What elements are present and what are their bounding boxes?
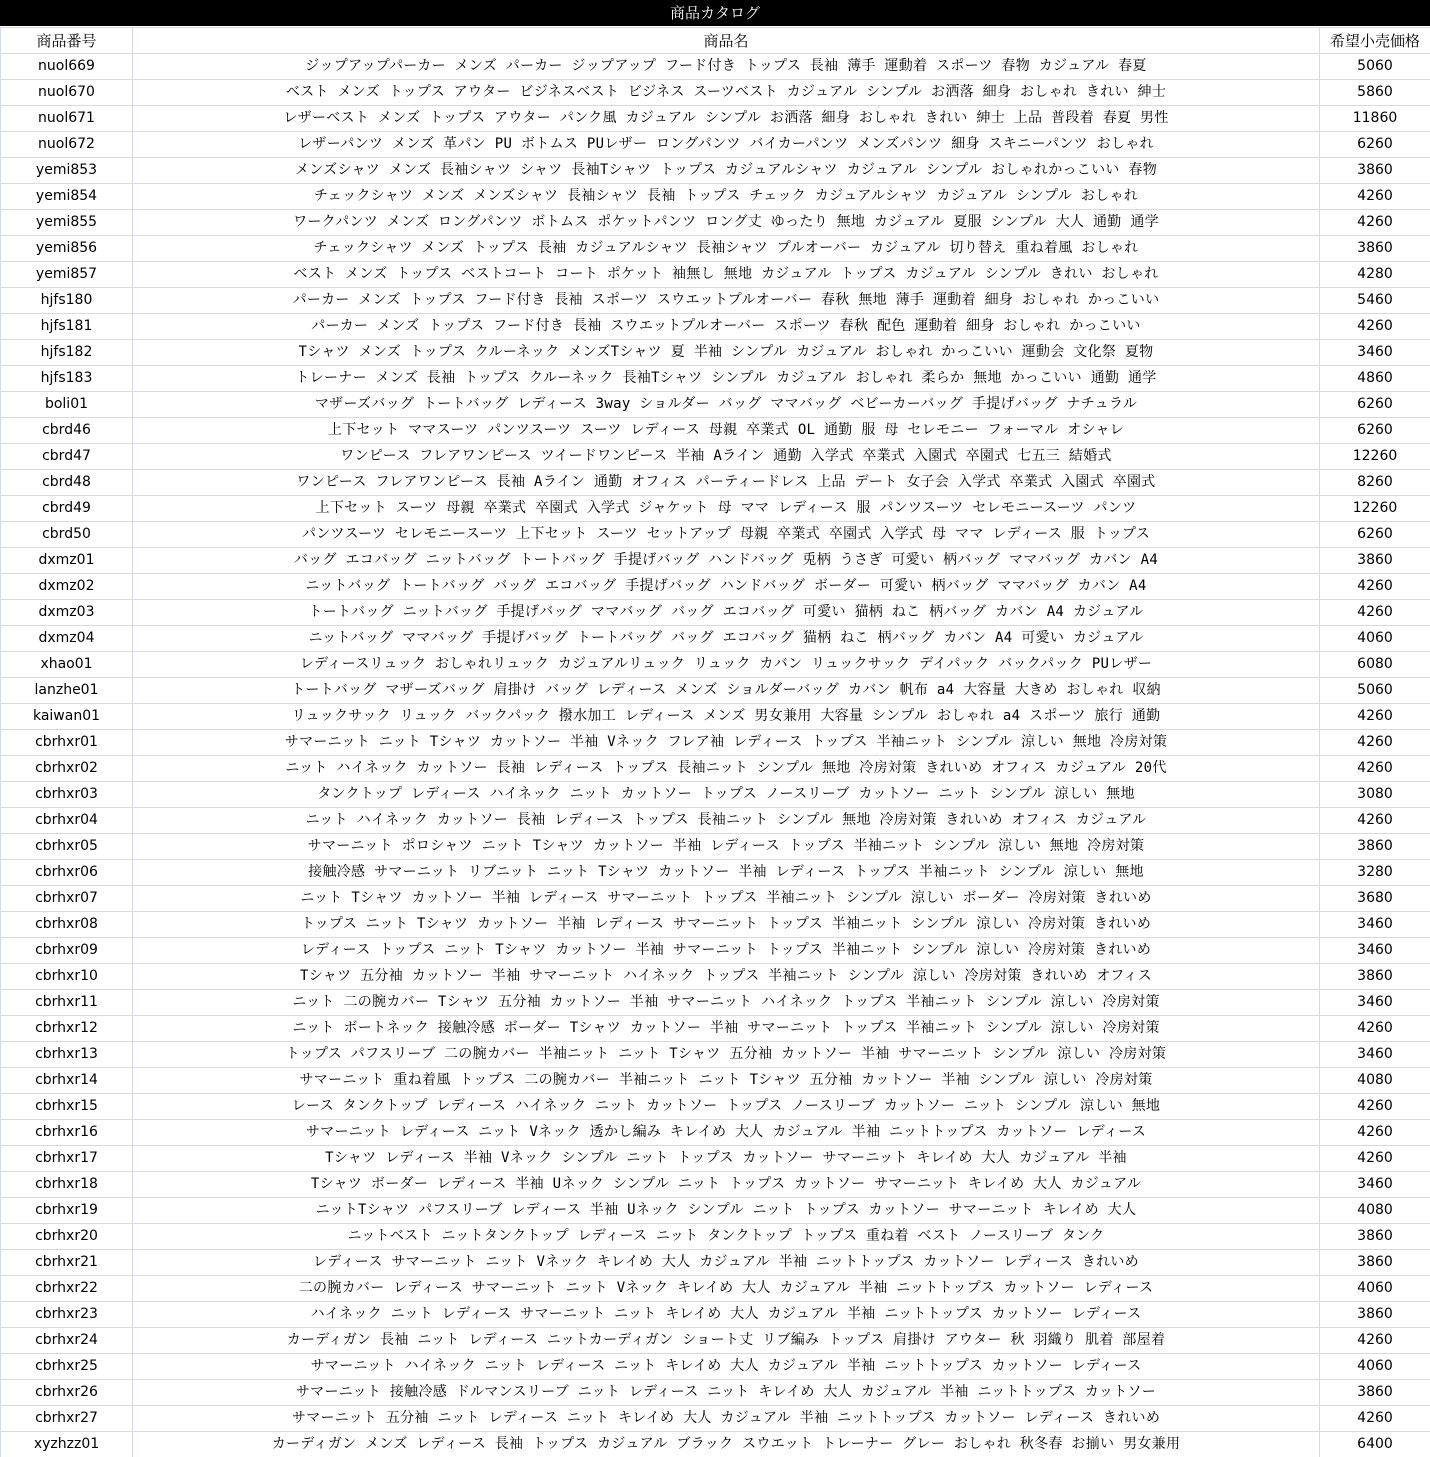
product-name-cell[interactable]: ニット ボートネック 接触冷感 ボーダー Tシャツ カットソー 半袖 サマーニット トップス 半袖ニット シンプル 涼しい 冷房対策	[133, 1016, 1320, 1042]
product-name-cell[interactable]: トレーナー メンズ 長袖 トップス クルーネック 長袖Tシャツ シンプル カジュアル おしゃれ 柔らか 無地 かっこいい 通勤 通学	[133, 366, 1320, 392]
product-name-cell[interactable]: レディースリュック おしゃれリュック カジュアルリュック リュック カバン リュックサック デイパック バックパック PUレザー	[133, 652, 1320, 678]
product-name-cell[interactable]: リュックサック リュック バックパック 撥水加工 レディース メンズ 男女兼用 大容量 シンプル おしゃれ a4 スポーツ 旅行 通勤	[133, 704, 1320, 730]
price-cell[interactable]: 3460	[1320, 912, 1430, 938]
table-row[interactable]	[1, 80, 1430, 106]
product-id-cell[interactable]: cbrhxr23	[1, 1302, 133, 1328]
product-name-cell[interactable]: ベスト メンズ トップス ベストコート コート ポケット 袖無し 無地 カジュアル トップス カジュアル シンプル きれい おしゃれ	[133, 262, 1320, 288]
product-id-cell[interactable]: cbrhxr04	[1, 808, 133, 834]
product-name-cell[interactable]: ニット Tシャツ カットソー 半袖 レディース サマーニット トップス 半袖ニット シンプル 涼しい ボーダー 冷房対策 きれいめ	[133, 886, 1320, 912]
table-row[interactable]	[1, 938, 1430, 964]
table-row[interactable]	[1, 600, 1430, 626]
product-id-cell[interactable]: cbrhxr03	[1, 782, 133, 808]
table-row[interactable]	[1, 964, 1430, 990]
product-name-cell[interactable]: 接触冷感 サマーニット リブニット ニット Tシャツ カットソー 半袖 レディース トップス 半袖ニット シンプル 涼しい 無地	[133, 860, 1320, 886]
product-name-cell[interactable]: ニット ハイネック カットソー 長袖 レディース トップス 長袖ニット シンプル 無地 冷房対策 きれいめ オフィス カジュアル 20代	[133, 756, 1320, 782]
price-cell[interactable]: 3680	[1320, 886, 1430, 912]
product-name-cell[interactable]: パーカー メンズ トップス フード付き 長袖 スポーツ スウエットプルオーバー 春秋 無地 薄手 運動着 細身 おしゃれ かっこいい	[133, 288, 1320, 314]
product-name-cell[interactable]: マザーズバッグ トートバッグ レディース 3way ショルダー バッグ ママバッグ ベビーカーバッグ 手提げバッグ ナチュラル	[133, 392, 1320, 418]
product-id-cell[interactable]: cbrhxr19	[1, 1198, 133, 1224]
product-name-cell[interactable]: トップス パフスリーブ 二の腕カバー 半袖ニット ニット Tシャツ 五分袖 カットソー 半袖 サマーニット シンプル 涼しい 冷房対策	[133, 1042, 1320, 1068]
table-row[interactable]	[1, 886, 1430, 912]
product-id-cell[interactable]: cbrhxr12	[1, 1016, 133, 1042]
price-cell[interactable]: 3460	[1320, 340, 1430, 366]
product-id-cell[interactable]: cbrd48	[1, 470, 133, 496]
product-id-cell[interactable]: cbrhxr17	[1, 1146, 133, 1172]
product-name-cell[interactable]: バッグ エコバッグ ニットバッグ トートバッグ 手提げバッグ ハンドバッグ 兎柄 うさぎ 可愛い 柄バッグ ママバッグ カバン A4	[133, 548, 1320, 574]
product-name-cell[interactable]: レディース サマーニット ニット Vネック キレイめ 大人 カジュアル 半袖 ニットトップス カットソー レディース きれいめ	[133, 1250, 1320, 1276]
price-cell[interactable]: 11860	[1320, 106, 1430, 132]
price-cell[interactable]: 3460	[1320, 990, 1430, 1016]
product-name-cell[interactable]: 上下セット スーツ 母親 卒業式 卒園式 入学式 ジャケット 母 ママ レディース 服 パンツスーツ セレモニースーツ パンツ	[133, 496, 1320, 522]
product-name-cell[interactable]: 二の腕カバー レディース サマーニット ニット Vネック キレイめ 大人 カジュアル 半袖 ニットトップス カットソー レディース	[133, 1276, 1320, 1302]
product-id-cell[interactable]: cbrhxr22	[1, 1276, 133, 1302]
column-header-price[interactable]: 希望小売価格	[1320, 28, 1430, 54]
table-row[interactable]	[1, 730, 1430, 756]
price-cell[interactable]: 6080	[1320, 652, 1430, 678]
table-row[interactable]	[1, 1250, 1430, 1276]
table-row[interactable]	[1, 132, 1430, 158]
product-id-cell[interactable]: xyzhzz01	[1, 1432, 133, 1457]
product-name-cell[interactable]: ワンピース フレアワンピース ツイードワンピース 半袖 Aライン 通勤 入学式 卒業式 入園式 卒園式 七五三 結婚式	[133, 444, 1320, 470]
product-name-cell[interactable]: トートバッグ ニットバッグ 手提げバッグ ママバッグ バッグ エコバッグ 可愛い 猫柄 ねこ 柄バッグ カバン A4 カジュアル	[133, 600, 1320, 626]
product-id-cell[interactable]: cbrhxr15	[1, 1094, 133, 1120]
table-row[interactable]	[1, 1328, 1430, 1354]
product-id-cell[interactable]: yemi854	[1, 184, 133, 210]
product-name-cell[interactable]: サマーニット 五分袖 ニット レディース ニット キレイめ 大人 カジュアル 半袖 ニットトップス カットソー レディース きれいめ	[133, 1406, 1320, 1432]
product-id-cell[interactable]: xhao01	[1, 652, 133, 678]
table-row[interactable]	[1, 782, 1430, 808]
table-row[interactable]	[1, 912, 1430, 938]
product-id-cell[interactable]: dxmz03	[1, 600, 133, 626]
table-row[interactable]	[1, 236, 1430, 262]
price-cell[interactable]: 4260	[1320, 1094, 1430, 1120]
table-row[interactable]	[1, 756, 1430, 782]
table-row[interactable]	[1, 1406, 1430, 1432]
product-name-cell[interactable]: ニット 二の腕カバー Tシャツ 五分袖 カットソー 半袖 サマーニット ハイネック トップス 半袖ニット シンプル 涼しい 冷房対策	[133, 990, 1320, 1016]
table-row[interactable]	[1, 418, 1430, 444]
product-name-cell[interactable]: チェックシャツ メンズ メンズシャツ 長袖シャツ 長袖 トップス チェック カジュアルシャツ カジュアル シンプル おしゃれ	[133, 184, 1320, 210]
column-header-name[interactable]: 商品名	[133, 28, 1320, 54]
table-row[interactable]	[1, 262, 1430, 288]
table-row[interactable]	[1, 1380, 1430, 1406]
price-cell[interactable]: 4260	[1320, 574, 1430, 600]
product-id-cell[interactable]: nuol672	[1, 132, 133, 158]
price-cell[interactable]: 3860	[1320, 548, 1430, 574]
price-cell[interactable]: 3460	[1320, 1042, 1430, 1068]
product-id-cell[interactable]: cbrhxr16	[1, 1120, 133, 1146]
catalog-table	[0, 27, 1430, 1457]
table-row[interactable]	[1, 834, 1430, 860]
product-name-cell[interactable]: ジップアップパーカー メンズ パーカー ジップアップ フード付き トップス 長袖 薄手 運動着 スポーツ 春物 カジュアル 春夏	[133, 54, 1320, 80]
product-id-cell[interactable]: cbrd47	[1, 444, 133, 470]
product-name-cell[interactable]: サマーニット ポロシャツ ニット Tシャツ カットソー 半袖 レディース トップス 半袖ニット シンプル 涼しい 無地 冷房対策	[133, 834, 1320, 860]
price-cell[interactable]: 4260	[1320, 600, 1430, 626]
price-cell[interactable]: 3860	[1320, 236, 1430, 262]
product-name-cell[interactable]: ニットTシャツ パフスリーブ レディース 半袖 Uネック シンプル ニット トップス カットソー サマーニット キレイめ 大人	[133, 1198, 1320, 1224]
price-cell[interactable]: 3860	[1320, 1250, 1430, 1276]
table-row[interactable]	[1, 652, 1430, 678]
product-id-cell[interactable]: kaiwan01	[1, 704, 133, 730]
price-cell[interactable]: 3860	[1320, 158, 1430, 184]
price-cell[interactable]: 4260	[1320, 1328, 1430, 1354]
price-cell[interactable]: 3860	[1320, 1380, 1430, 1406]
product-id-cell[interactable]: hjfs182	[1, 340, 133, 366]
product-id-cell[interactable]: cbrd49	[1, 496, 133, 522]
price-cell[interactable]: 4080	[1320, 1068, 1430, 1094]
table-row[interactable]	[1, 548, 1430, 574]
price-cell[interactable]: 6260	[1320, 392, 1430, 418]
table-row[interactable]	[1, 574, 1430, 600]
product-name-cell[interactable]: Tシャツ ボーダー レディース 半袖 Uネック シンプル ニット トップス カットソー サマーニット キレイめ 大人 カジュアル	[133, 1172, 1320, 1198]
price-cell[interactable]: 4060	[1320, 1354, 1430, 1380]
price-cell[interactable]: 4260	[1320, 1120, 1430, 1146]
product-id-cell[interactable]: cbrhxr11	[1, 990, 133, 1016]
price-cell[interactable]: 6400	[1320, 1432, 1430, 1457]
price-cell[interactable]: 4260	[1320, 730, 1430, 756]
product-id-cell[interactable]: cbrhxr07	[1, 886, 133, 912]
product-name-cell[interactable]: タンクトップ レディース ハイネック ニット カットソー トップス ノースリーブ カットソー ニット シンプル 涼しい 無地	[133, 782, 1320, 808]
product-id-cell[interactable]: boli01	[1, 392, 133, 418]
price-cell[interactable]: 6260	[1320, 418, 1430, 444]
table-row[interactable]	[1, 184, 1430, 210]
product-id-cell[interactable]: cbrd50	[1, 522, 133, 548]
price-cell[interactable]: 3280	[1320, 860, 1430, 886]
product-name-cell[interactable]: ニットバッグ ママバッグ 手提げバッグ トートバッグ バッグ エコバッグ 猫柄 ねこ 柄バッグ カバン A4 可愛い カジュアル	[133, 626, 1320, 652]
table-row[interactable]	[1, 366, 1430, 392]
price-cell[interactable]: 4260	[1320, 314, 1430, 340]
product-id-cell[interactable]: cbrhxr06	[1, 860, 133, 886]
price-cell[interactable]: 6260	[1320, 522, 1430, 548]
product-id-cell[interactable]: cbrhxr09	[1, 938, 133, 964]
table-row[interactable]	[1, 1146, 1430, 1172]
table-row[interactable]	[1, 444, 1430, 470]
product-name-cell[interactable]: チェックシャツ メンズ トップス 長袖 カジュアルシャツ 長袖シャツ プルオーバー カジュアル 切り替え 重ね着風 おしゃれ	[133, 236, 1320, 262]
product-id-cell[interactable]: cbrhxr25	[1, 1354, 133, 1380]
product-name-cell[interactable]: カーディガン メンズ レディース 長袖 トップス カジュアル ブラック スウエット トレーナー グレー おしゃれ 秋冬春 お揃い 男女兼用	[133, 1432, 1320, 1457]
price-cell[interactable]: 4260	[1320, 704, 1430, 730]
product-name-cell[interactable]: サマーニット レディース ニット Vネック 透かし編み キレイめ 大人 カジュアル 半袖 ニットトップス カットソー レディース	[133, 1120, 1320, 1146]
product-name-cell[interactable]: トートバッグ マザーズバッグ 肩掛け バッグ レディース メンズ ショルダーバッグ カバン 帆布 a4 大容量 大きめ おしゃれ 収納	[133, 678, 1320, 704]
product-name-cell[interactable]: ニットバッグ トートバッグ バッグ エコバッグ 手提げバッグ ハンドバッグ ボーダー 可愛い 柄バッグ ママバッグ カバン A4	[133, 574, 1320, 600]
product-name-cell[interactable]: サマーニット 接触冷感 ドルマンスリーブ ニット レディース ニット キレイめ 大人 カジュアル 半袖 ニットトップス カットソー	[133, 1380, 1320, 1406]
price-cell[interactable]: 3860	[1320, 1302, 1430, 1328]
product-id-cell[interactable]: cbrhxr05	[1, 834, 133, 860]
product-name-cell[interactable]: メンズシャツ メンズ 長袖シャツ シャツ 長袖Tシャツ トップス カジュアルシャツ カジュアル シンプル おしゃれかっこいい 春物	[133, 158, 1320, 184]
product-id-cell[interactable]: hjfs180	[1, 288, 133, 314]
price-cell[interactable]: 4260	[1320, 808, 1430, 834]
table-row[interactable]	[1, 1302, 1430, 1328]
product-name-cell[interactable]: Tシャツ レディース 半袖 Vネック シンプル ニット トップス カットソー サマーニット キレイめ 大人 カジュアル 半袖	[133, 1146, 1320, 1172]
product-name-cell[interactable]: Tシャツ 五分袖 カットソー 半袖 サマーニット ハイネック トップス 半袖ニット シンプル 涼しい 冷房対策 きれいめ オフィス	[133, 964, 1320, 990]
price-cell[interactable]: 4060	[1320, 626, 1430, 652]
table-row[interactable]	[1, 1224, 1430, 1250]
table-row[interactable]	[1, 1042, 1430, 1068]
price-cell[interactable]: 12260	[1320, 496, 1430, 522]
table-row[interactable]	[1, 1432, 1430, 1457]
product-id-cell[interactable]: cbrd46	[1, 418, 133, 444]
product-name-cell[interactable]: カーディガン 長袖 ニット レディース ニットカーディガン ショート丈 リブ編み トップス 肩掛け アウター 秋 羽織り 肌着 部屋着	[133, 1328, 1320, 1354]
product-name-cell[interactable]: ニット ハイネック カットソー 長袖 レディース トップス 長袖ニット シンプル 無地 冷房対策 きれいめ オフィス カジュアル	[133, 808, 1320, 834]
catalog-body	[1, 54, 1430, 1457]
table-row[interactable]	[1, 1354, 1430, 1380]
product-id-cell[interactable]: dxmz04	[1, 626, 133, 652]
product-id-cell[interactable]: hjfs181	[1, 314, 133, 340]
product-id-cell[interactable]: yemi857	[1, 262, 133, 288]
price-cell[interactable]: 4260	[1320, 1016, 1430, 1042]
price-cell[interactable]: 4860	[1320, 366, 1430, 392]
table-row[interactable]	[1, 54, 1430, 80]
price-cell[interactable]: 3860	[1320, 834, 1430, 860]
table-row[interactable]	[1, 1016, 1430, 1042]
product-name-cell[interactable]: トップス ニット Tシャツ カットソー 半袖 レディース サマーニット トップス 半袖ニット シンプル 涼しい 冷房対策 きれいめ	[133, 912, 1320, 938]
product-id-cell[interactable]: cbrhxr27	[1, 1406, 133, 1432]
product-id-cell[interactable]: nuol671	[1, 106, 133, 132]
product-id-cell[interactable]: cbrhxr01	[1, 730, 133, 756]
product-name-cell[interactable]: サマーニット 重ね着風 トップス 二の腕カバー 半袖ニット ニット Tシャツ 五分袖 カットソー 半袖 シンプル 涼しい 冷房対策	[133, 1068, 1320, 1094]
table-row[interactable]	[1, 392, 1430, 418]
price-cell[interactable]: 3460	[1320, 1172, 1430, 1198]
table-row[interactable]	[1, 522, 1430, 548]
table-row[interactable]	[1, 704, 1430, 730]
table-row[interactable]	[1, 860, 1430, 886]
product-name-cell[interactable]: ベスト メンズ トップス アウター ビジネスベスト ビジネス スーツベスト カジュアル シンプル お洒落 細身 おしゃれ きれい 紳士	[133, 80, 1320, 106]
product-id-cell[interactable]: hjfs183	[1, 366, 133, 392]
product-name-cell[interactable]: 上下セット ママスーツ パンツスーツ スーツ レディース 母親 卒業式 OL 通勤 服 母 セレモニー フォーマル オシャレ	[133, 418, 1320, 444]
price-cell[interactable]: 4280	[1320, 262, 1430, 288]
table-row[interactable]	[1, 1094, 1430, 1120]
product-name-cell[interactable]: サマーニット ニット Tシャツ カットソー 半袖 Vネック フレア袖 レディース トップス 半袖ニット シンプル 涼しい 無地 冷房対策	[133, 730, 1320, 756]
product-id-cell[interactable]: yemi855	[1, 210, 133, 236]
table-row[interactable]	[1, 1172, 1430, 1198]
product-id-cell[interactable]: cbrhxr13	[1, 1042, 133, 1068]
product-id-cell[interactable]: yemi853	[1, 158, 133, 184]
price-cell[interactable]: 4260	[1320, 1146, 1430, 1172]
product-name-cell[interactable]: ワンピース フレアワンピース 長袖 Aライン 通勤 オフィス パーティードレス 上品 デート 女子会 入学式 卒業式 入園式 卒園式	[133, 470, 1320, 496]
table-row[interactable]	[1, 340, 1430, 366]
table-row[interactable]	[1, 210, 1430, 236]
product-id-cell[interactable]: cbrhxr08	[1, 912, 133, 938]
table-row[interactable]	[1, 990, 1430, 1016]
column-header-id[interactable]: 商品番号	[1, 28, 133, 54]
price-cell[interactable]: 4080	[1320, 1198, 1430, 1224]
product-name-cell[interactable]: サマーニット ハイネック ニット レディース ニット キレイめ 大人 カジュアル 半袖 ニットトップス カットソー レディース	[133, 1354, 1320, 1380]
product-name-cell[interactable]: ワークパンツ メンズ ロングパンツ ボトムス ポケットパンツ ロング丈 ゆったり 無地 カジュアル 夏服 シンプル 大人 通勤 通学	[133, 210, 1320, 236]
table-row[interactable]	[1, 496, 1430, 522]
product-name-cell[interactable]: パンツスーツ セレモニースーツ 上下セット スーツ セットアップ 母親 卒業式 卒園式 入学式 母 ママ レディース 服 トップス	[133, 522, 1320, 548]
product-id-cell[interactable]: cbrhxr18	[1, 1172, 133, 1198]
table-row[interactable]	[1, 1276, 1430, 1302]
product-id-cell[interactable]: cbrhxr21	[1, 1250, 133, 1276]
price-cell[interactable]: 3860	[1320, 1224, 1430, 1250]
table-row[interactable]	[1, 470, 1430, 496]
product-name-cell[interactable]: ニットベスト ニットタンクトップ レディース ニット タンクトップ トップス 重ね着 ベスト ノースリーブ タンク	[133, 1224, 1320, 1250]
product-name-cell[interactable]: レザーベスト メンズ トップス アウター パンク風 カジュアル シンプル お洒落 細身 おしゃれ きれい 紳士 上品 普段着 春夏 男性	[133, 106, 1320, 132]
product-id-cell[interactable]: dxmz01	[1, 548, 133, 574]
product-name-cell[interactable]: ハイネック ニット レディース サマーニット ニット キレイめ 大人 カジュアル 半袖 ニットトップス カットソー レディース	[133, 1302, 1320, 1328]
product-id-cell[interactable]: dxmz02	[1, 574, 133, 600]
price-cell[interactable]: 5860	[1320, 80, 1430, 106]
price-cell[interactable]: 12260	[1320, 444, 1430, 470]
table-row[interactable]	[1, 1198, 1430, 1224]
price-cell[interactable]: 5460	[1320, 288, 1430, 314]
price-cell[interactable]: 4260	[1320, 1406, 1430, 1432]
product-id-cell[interactable]: cbrhxr24	[1, 1328, 133, 1354]
price-cell[interactable]: 4060	[1320, 1276, 1430, 1302]
product-id-cell[interactable]: cbrhxr20	[1, 1224, 133, 1250]
product-id-cell[interactable]: cbrhxr26	[1, 1380, 133, 1406]
header-row	[1, 28, 1430, 54]
price-cell[interactable]: 4260	[1320, 210, 1430, 236]
table-row[interactable]	[1, 808, 1430, 834]
price-cell[interactable]: 3080	[1320, 782, 1430, 808]
table-row[interactable]	[1, 158, 1430, 184]
product-name-cell[interactable]: Tシャツ メンズ トップス クルーネック メンズTシャツ 夏 半袖 シンプル カジュアル おしゃれ かっこいい 運動会 文化祭 夏物	[133, 340, 1320, 366]
product-id-cell[interactable]: nuol669	[1, 54, 133, 80]
table-row[interactable]	[1, 288, 1430, 314]
product-name-cell[interactable]: レディース トップス ニット Tシャツ カットソー 半袖 サマーニット トップス 半袖ニット シンプル 涼しい 冷房対策 きれいめ	[133, 938, 1320, 964]
price-cell[interactable]: 6260	[1320, 132, 1430, 158]
table-row[interactable]	[1, 106, 1430, 132]
price-cell[interactable]: 3860	[1320, 964, 1430, 990]
price-cell[interactable]: 3460	[1320, 938, 1430, 964]
table-row[interactable]	[1, 626, 1430, 652]
price-cell[interactable]: 4260	[1320, 184, 1430, 210]
product-name-cell[interactable]: パーカー メンズ トップス フード付き 長袖 スウエットプルオーバー スポーツ 春秋 配色 運動着 細身 おしゃれ かっこいい	[133, 314, 1320, 340]
price-cell[interactable]: 8260	[1320, 470, 1430, 496]
product-id-cell[interactable]: nuol670	[1, 80, 133, 106]
product-id-cell[interactable]: yemi856	[1, 236, 133, 262]
price-cell[interactable]: 5060	[1320, 54, 1430, 80]
table-row[interactable]	[1, 678, 1430, 704]
product-name-cell[interactable]: レース タンクトップ レディース ハイネック ニット カットソー トップス ノースリーブ カットソー ニット シンプル 涼しい 無地	[133, 1094, 1320, 1120]
product-id-cell[interactable]: lanzhe01	[1, 678, 133, 704]
price-cell[interactable]: 5060	[1320, 678, 1430, 704]
price-cell[interactable]: 4260	[1320, 756, 1430, 782]
product-id-cell[interactable]: cbrhxr14	[1, 1068, 133, 1094]
catalog-title: 商品カタログ	[0, 0, 1430, 27]
table-row[interactable]	[1, 314, 1430, 340]
product-id-cell[interactable]: cbrhxr10	[1, 964, 133, 990]
product-id-cell[interactable]: cbrhxr02	[1, 756, 133, 782]
product-name-cell[interactable]: レザーパンツ メンズ 革パン PU ボトムス PUレザー ロングパンツ バイカーパンツ メンズパンツ 細身 スキニーパンツ おしゃれ	[133, 132, 1320, 158]
table-row[interactable]	[1, 1068, 1430, 1094]
table-row[interactable]	[1, 1120, 1430, 1146]
